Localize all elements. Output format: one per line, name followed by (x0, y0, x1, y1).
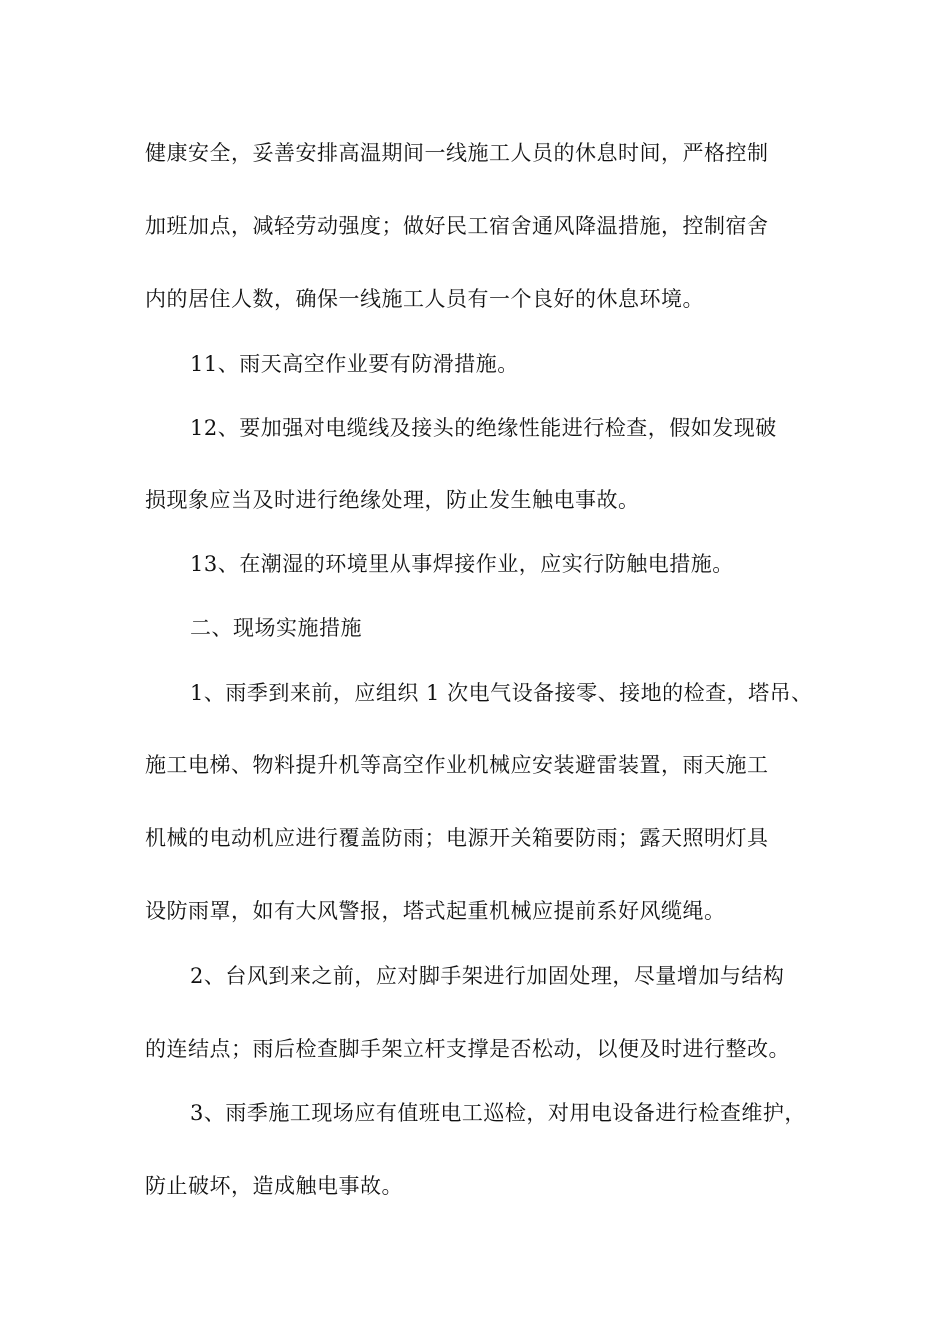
text-line: 内的居住人数，确保一线施工人员有一个良好的休息环境。 (145, 287, 704, 311)
section-heading: 二、现场实施措施 (190, 616, 362, 640)
item-1-line: 1、雨季到来前，应组织 1 次电气设备接零、接地的检查，塔吊、 (190, 681, 813, 705)
text-line: 健康安全，妥善安排高温期间一线施工人员的休息时间，严格控制 (145, 141, 769, 165)
text-line: 防止破坏，造成触电事故。 (145, 1174, 403, 1198)
text-line: 施工电梯、物料提升机等高空作业机械应安装避雷装置，雨天施工 (145, 753, 769, 777)
item-3-line: 3、雨季施工现场应有值班电工巡检，对用电设备进行检查维护， (190, 1101, 806, 1125)
item-12-line: 12、要加强对电缆线及接头的绝缘性能进行检查，假如发现破 (190, 416, 777, 440)
text-line: 设防雨罩，如有大风警报，塔式起重机械应提前系好风缆绳。 (145, 899, 726, 923)
text-line: 加班加点，减轻劳动强度；做好民工宿舍通风降温措施，控制宿舍 (145, 214, 769, 238)
item-2-line: 2、台风到来之前，应对脚手架进行加固处理，尽量增加与结构 (190, 964, 785, 988)
text-line: 机械的电动机应进行覆盖防雨；电源开关箱要防雨；露天照明灯具 (145, 826, 769, 850)
text-line: 的连结点；雨后检查脚手架立杆支撑是否松动，以便及时进行整改。 (145, 1037, 790, 1061)
text-line: 损现象应当及时进行绝缘处理，防止发生触电事故。 (145, 488, 640, 512)
item-13-line: 13、在潮湿的环境里从事焊接作业，应实行防触电措施。 (190, 552, 734, 576)
item-11-line: 11、雨天高空作业要有防滑措施。 (190, 352, 519, 376)
